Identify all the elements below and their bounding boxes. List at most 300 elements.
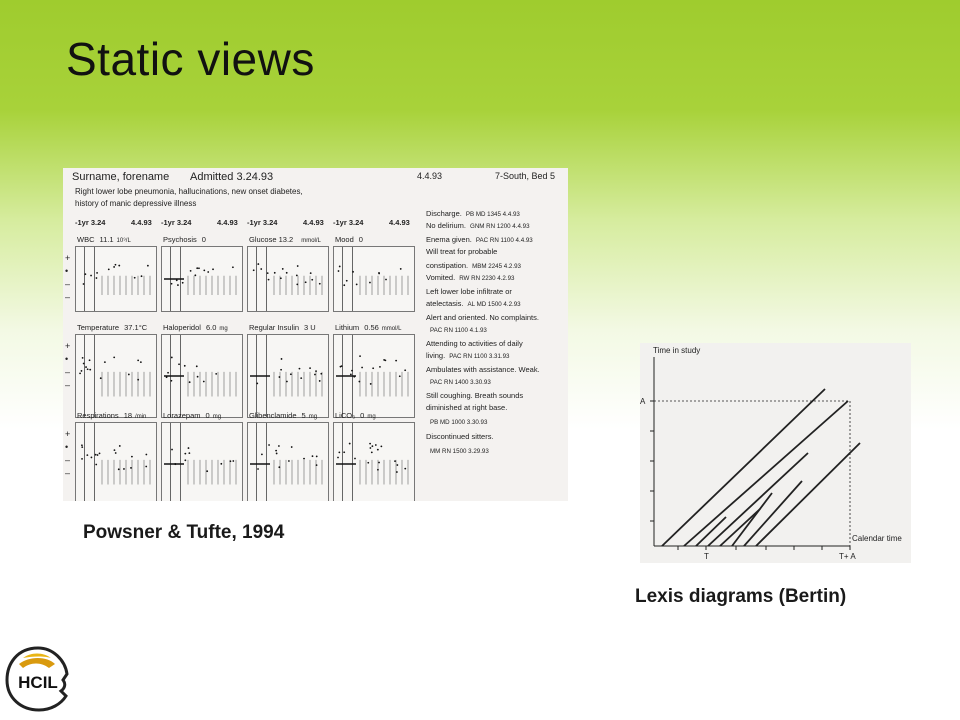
- caption-powsner: Powsner & Tufte, 1994: [83, 522, 285, 543]
- slide-title: Static views: [66, 33, 315, 85]
- trend-dot: [338, 451, 340, 453]
- trend-dot: [114, 449, 116, 451]
- panel-label-name: Psychosis: [163, 235, 197, 244]
- trend-dot: [275, 450, 277, 452]
- trend-dot: [359, 355, 361, 357]
- range-end-label: 4.4.93: [303, 218, 324, 227]
- trend-dot: [261, 453, 263, 455]
- trend-dot: [108, 268, 110, 270]
- trend-dot: [268, 444, 270, 446]
- note-text: constipation.: [426, 261, 469, 270]
- axis-marker: –: [65, 292, 71, 302]
- trend-dot: [315, 370, 317, 372]
- note-line: [426, 417, 487, 426]
- trend-dot: [310, 272, 312, 274]
- axis-marker: •: [65, 442, 69, 452]
- note-text: No delirium.: [426, 220, 467, 230]
- note-line: [426, 273, 514, 282]
- lexis-t-mark: T: [704, 552, 709, 561]
- panel-label-name: Haloperidol: [163, 323, 201, 332]
- trend-dot: [145, 454, 147, 456]
- trend-panel: [161, 246, 243, 312]
- trend-dot: [91, 457, 93, 459]
- trend-dot: [299, 368, 301, 370]
- trend-dot: [190, 270, 192, 272]
- note-signature: MBM 2245 4.2.93: [472, 263, 521, 270]
- note-line: [426, 235, 533, 244]
- panel-label-value: 5: [301, 411, 306, 420]
- note-signature: PB MD 1345 4.4.93: [465, 211, 520, 218]
- trend-panel: [333, 334, 415, 418]
- trend-dot: [280, 277, 282, 279]
- panel-label-value: 0.56: [364, 323, 379, 332]
- panel-label-value: 0: [201, 235, 206, 244]
- trend-dot: [196, 267, 198, 269]
- trend-dot: [377, 449, 379, 451]
- panel-label-unit: mg: [367, 414, 376, 420]
- trend-dot: [182, 282, 184, 284]
- trend-dot: [396, 464, 398, 466]
- trend-dot: [309, 367, 311, 369]
- trend-dot: [84, 273, 86, 275]
- note-line: [426, 247, 501, 256]
- trend-dot: [278, 445, 280, 447]
- lexis-y-label: Time in study: [653, 346, 701, 355]
- trend-dot: [215, 373, 217, 375]
- trend-dot: [274, 272, 276, 274]
- trend-dot: [87, 368, 89, 370]
- panel-label-value: 3 U: [304, 323, 316, 332]
- panel-label: [335, 411, 376, 420]
- diagnosis-line-2: history of manic depressive illness: [75, 199, 197, 208]
- value-axis-markers: [65, 252, 70, 304]
- lexis-diagram: [640, 343, 911, 563]
- note-signature: PB MD 1000 3.30.93: [430, 419, 488, 426]
- trend-dot: [296, 275, 298, 277]
- trend-dot: [89, 359, 91, 361]
- trend-dot: [256, 383, 258, 385]
- trend-dot: [113, 356, 115, 358]
- note-line: [426, 209, 520, 218]
- trend-dot: [316, 464, 318, 466]
- trend-dot: [171, 449, 173, 451]
- trend-dot: [276, 453, 278, 455]
- lexis-x-label: Calendar time: [852, 534, 902, 543]
- trend-dot: [369, 443, 371, 445]
- note-signature: GNM RN 1200 4.4.93: [470, 222, 530, 230]
- trend-dot: [290, 373, 292, 375]
- trend-dot: [118, 468, 120, 470]
- note-signature: PAC RN 1400 3.30.93: [430, 378, 491, 386]
- trend-dot: [320, 373, 322, 375]
- admitted-date: Admitted 3.24.93: [190, 171, 274, 183]
- panel-label: [335, 235, 366, 244]
- lexis-ta-mark: T+ A: [839, 552, 856, 561]
- panel-label-name: Glucose 13.2: [249, 235, 294, 244]
- trend-marks: [76, 423, 156, 501]
- trend-dot: [278, 466, 280, 468]
- range-start-label: -1yr 3.24: [247, 218, 278, 227]
- trend-dot: [375, 444, 377, 446]
- trend-dot: [189, 381, 191, 383]
- note-text: diminished at right base.: [426, 402, 508, 412]
- panel-label: [163, 235, 209, 244]
- lexis-a-mark: A: [640, 397, 646, 406]
- trend-dot: [194, 274, 196, 276]
- panel-label-value: 18: [123, 411, 133, 420]
- trend-dot: [188, 447, 190, 449]
- trend-dot: [400, 268, 402, 270]
- trend-dot: [260, 268, 262, 270]
- trend-dot: [303, 458, 305, 460]
- panel-label: [249, 411, 317, 420]
- panel-label-unit: mg: [212, 414, 222, 420]
- note-text: Will treat for probable: [426, 246, 498, 256]
- lexis-life-line: [720, 509, 760, 546]
- panel-label: [249, 235, 321, 244]
- trend-dot: [257, 263, 259, 265]
- value-axis-markers: [65, 428, 70, 480]
- note-line: [426, 403, 511, 412]
- trend-dot: [119, 445, 121, 447]
- trend-dot: [268, 279, 270, 281]
- trend-dot: [147, 265, 149, 267]
- trend-marks: [248, 423, 328, 501]
- trend-panel: [161, 334, 243, 418]
- trend-dot: [314, 374, 316, 376]
- trend-dot: [385, 279, 387, 281]
- note-text: Attending to activities of daily: [426, 339, 523, 348]
- trend-dot: [404, 468, 406, 470]
- note-line: [426, 261, 521, 270]
- note-signature: AL MD 1500 4.2.93: [467, 300, 521, 308]
- trend-dot: [115, 452, 117, 454]
- trend-dot: [319, 380, 321, 382]
- trend-dot: [177, 284, 179, 286]
- trend-dot: [395, 360, 397, 362]
- patient-name: Surname, forename: [72, 171, 170, 183]
- trend-dot: [286, 381, 288, 383]
- trend-dot: [380, 445, 382, 447]
- trend-dot: [370, 383, 372, 385]
- panel-label-value: 37.1°C: [124, 323, 148, 332]
- trend-dot: [372, 367, 374, 369]
- trend-dot: [140, 361, 142, 363]
- note-text: Ambulates with assistance. Weak.: [426, 365, 540, 374]
- trend-marks: [76, 247, 156, 311]
- hcil-logo: [3, 644, 73, 714]
- trend-dot: [96, 272, 98, 274]
- trend-dot: [145, 466, 147, 468]
- svg-text:HCIL: HCIL: [18, 673, 58, 692]
- trend-dot: [171, 380, 173, 382]
- trend-dot: [203, 381, 205, 383]
- trend-dot: [83, 283, 85, 285]
- panel-label: [163, 323, 228, 332]
- trend-dot: [399, 375, 401, 377]
- note-text: atelectasis.: [426, 298, 464, 308]
- trend-dot: [338, 270, 340, 272]
- trend-dot: [123, 468, 125, 470]
- trend-dot: [311, 279, 313, 281]
- panel-label-name: Lorazepam: [163, 411, 201, 420]
- range-end-label: 4.4.93: [217, 218, 238, 227]
- trend-dot: [371, 451, 373, 453]
- trend-dot: [377, 469, 379, 471]
- note-text: Vomited.: [426, 272, 456, 282]
- trend-dot: [83, 363, 85, 365]
- trend-panel: [75, 246, 157, 312]
- trend-dot: [197, 376, 199, 378]
- trend-dot: [278, 376, 280, 378]
- trend-dot: [104, 361, 106, 363]
- note-line: [426, 351, 510, 360]
- trend-panel: [247, 422, 329, 501]
- trend-panel: [75, 334, 157, 418]
- trend-panel: [247, 246, 329, 312]
- trend-dot: [89, 369, 91, 371]
- trend-dot: [95, 454, 97, 456]
- trend-dot: [267, 272, 269, 274]
- diagnosis-line-1: Right lower lobe pneumonia, hallucinations, new onset diabetes,: [75, 187, 303, 196]
- trend-dot: [184, 459, 186, 461]
- range-end-label: 4.4.93: [389, 218, 410, 227]
- trend-dot: [203, 270, 205, 272]
- panel-label-name: Regular Insulin: [249, 323, 300, 332]
- trend-marks: [334, 247, 414, 311]
- trend-dot: [352, 271, 354, 273]
- trend-dot: [230, 460, 232, 462]
- panel-label-name: Lithium: [335, 323, 360, 332]
- trend-dot: [369, 447, 371, 449]
- trend-dot: [312, 455, 314, 457]
- panel-label-name: Mood: [335, 235, 354, 244]
- note-text: Left lower lobe infiltrate or: [426, 287, 512, 296]
- trend-dot: [286, 272, 288, 274]
- axis-marker: –: [65, 455, 71, 465]
- note-line: [426, 432, 498, 441]
- trend-dot: [212, 268, 214, 270]
- trend-dot: [379, 366, 381, 368]
- trend-dot: [319, 283, 321, 285]
- lexis-life-line: [708, 453, 808, 546]
- trend-dot: [305, 281, 307, 283]
- trend-dot: [128, 374, 130, 376]
- note-text: Enema given.: [426, 235, 472, 244]
- trend-dot: [316, 456, 318, 458]
- trend-dot: [337, 457, 339, 459]
- trend-panel: [161, 422, 243, 501]
- range-start-label: -1yr 3.24: [75, 218, 106, 227]
- panel-label-unit: 10⁹/L: [116, 238, 131, 244]
- trend-dot: [184, 453, 186, 455]
- trend-marks: [334, 423, 414, 501]
- powsner-tufte-figure: [63, 168, 568, 501]
- trend-panel: [75, 422, 157, 501]
- trend-dot: [340, 366, 342, 368]
- ward-bed: 7-South, Bed 5: [495, 171, 556, 181]
- trend-dot: [171, 283, 173, 285]
- trend-dot: [137, 379, 139, 381]
- trend-dot: [349, 443, 351, 445]
- trend-marks: [162, 335, 242, 417]
- axis-marker: –: [65, 468, 71, 478]
- note-line: [426, 325, 487, 334]
- note-signature: PAC RN 1100 4.1.93: [430, 326, 487, 334]
- axis-marker: •: [65, 354, 69, 364]
- trend-marks: [248, 247, 328, 311]
- panel-label-value: 0: [205, 411, 210, 420]
- trend-dot: [96, 277, 98, 279]
- panel-label-unit: mmol/L: [301, 238, 321, 244]
- note-line: [426, 299, 521, 308]
- panel-label: [249, 323, 319, 332]
- trend-dot: [232, 266, 234, 268]
- trend-dot: [253, 269, 255, 271]
- trend-dot: [291, 446, 293, 448]
- record-date: 4.4.93: [417, 171, 443, 181]
- trend-dot: [339, 266, 341, 268]
- trend-dot: [356, 284, 358, 286]
- range-start-label: -1yr 3.24: [161, 218, 192, 227]
- trend-dot: [137, 359, 139, 361]
- trend-dot: [378, 273, 380, 275]
- trend-dot: [354, 458, 356, 460]
- panel-label-unit: mmol/L: [381, 326, 402, 332]
- trend-dot: [404, 369, 406, 371]
- panel-label-name: Respirations: [77, 411, 119, 420]
- note-text: living.: [426, 350, 446, 360]
- trend-dot: [95, 464, 97, 466]
- trend-dot: [81, 370, 83, 372]
- trend-marks: [162, 247, 242, 311]
- trend-dot: [297, 265, 299, 267]
- axis-marker: +: [65, 429, 71, 439]
- caption-lexis: Lexis diagrams (Bertin): [635, 586, 847, 607]
- note-text: Still coughing. Breath sounds: [426, 391, 524, 400]
- value-axis-markers: [65, 340, 70, 392]
- panel-label-unit: mg: [219, 326, 228, 332]
- trend-dot: [361, 367, 363, 369]
- note-line: [426, 446, 489, 455]
- note-line: [426, 365, 544, 374]
- panel-label-name: Glibenclamide: [249, 411, 297, 420]
- trend-dot: [130, 467, 132, 469]
- trend-dot: [288, 460, 290, 462]
- trend-dot: [206, 470, 208, 472]
- lexis-life-line: [684, 401, 848, 546]
- trend-dot: [113, 266, 115, 268]
- trend-dot: [90, 275, 92, 277]
- trend-panel: [247, 334, 329, 418]
- range-start-label: -1yr 3.24: [333, 218, 364, 227]
- trend-dot: [257, 468, 259, 470]
- range-end-label: 4.4.93: [131, 218, 152, 227]
- note-text: Discharge.: [426, 209, 462, 218]
- trend-dot: [79, 373, 81, 375]
- trend-dot: [280, 369, 282, 371]
- trend-marks: [76, 335, 156, 417]
- trend-dot: [81, 444, 83, 446]
- trend-dot: [358, 381, 360, 383]
- panel-label-value: 6.0: [205, 323, 217, 332]
- note-text: Discontinued sitters.: [426, 431, 494, 441]
- note-line: [426, 339, 527, 348]
- trend-dot: [367, 462, 369, 464]
- axis-marker: +: [65, 253, 71, 263]
- trend-dot: [131, 456, 133, 458]
- trend-dot: [343, 451, 345, 453]
- panel-label-unit: mg: [308, 414, 318, 420]
- axis-marker: –: [65, 367, 71, 377]
- panel-label-name: Temperature: [77, 323, 120, 332]
- trend-dot: [115, 264, 117, 266]
- trend-marks: [162, 423, 242, 501]
- lexis-life-line: [662, 389, 825, 546]
- trend-dot: [81, 458, 83, 460]
- trend-dot: [97, 454, 99, 456]
- trend-dot: [81, 446, 83, 448]
- lexis-life-line: [744, 481, 802, 546]
- trend-dot: [350, 373, 352, 375]
- trend-dot: [167, 372, 169, 374]
- trend-marks: [248, 335, 328, 417]
- trend-dot: [184, 365, 186, 367]
- note-signature: MM RN 1500 3.29.93: [430, 448, 489, 455]
- trend-dot: [378, 462, 380, 464]
- trend-marks: [334, 335, 414, 417]
- panel-label-value: 0: [358, 235, 363, 244]
- trend-dot: [220, 463, 222, 465]
- trend-dot: [394, 460, 396, 462]
- trend-dot: [196, 365, 198, 367]
- note-signature: PAC RN 1100 3.31.93: [449, 352, 510, 360]
- trend-dot: [188, 452, 190, 454]
- panel-label-name: LiCO₃: [335, 411, 356, 420]
- note-signature: RW RN 2230 4.2.93: [459, 274, 515, 282]
- trend-dot: [300, 377, 302, 379]
- trend-dot: [282, 268, 284, 270]
- trend-dot: [346, 280, 348, 282]
- panel-label-unit: /min: [135, 414, 147, 420]
- note-line: [426, 377, 491, 386]
- trend-dot: [232, 460, 234, 462]
- trend-dot: [396, 471, 398, 473]
- panel-label: [77, 323, 150, 332]
- trend-dot: [207, 271, 209, 273]
- axis-marker: +: [65, 341, 71, 351]
- panel-label: [335, 323, 401, 332]
- note-line: [426, 391, 527, 400]
- panel-label-value: 0: [360, 411, 365, 420]
- trend-dot: [86, 454, 88, 456]
- trend-dot: [351, 370, 353, 372]
- note-line: [426, 221, 530, 230]
- trend-dot: [178, 363, 180, 365]
- trend-dot: [371, 445, 373, 447]
- trend-dot: [384, 359, 386, 361]
- trend-dot: [100, 377, 102, 379]
- panel-label-value: 11.1: [99, 235, 114, 244]
- trend-dot: [118, 265, 120, 267]
- panel-label: [77, 235, 131, 244]
- axis-marker: –: [65, 380, 71, 390]
- trend-dot: [82, 357, 84, 359]
- panel-label: [77, 411, 146, 420]
- trend-dot: [369, 282, 371, 284]
- note-line: [426, 287, 516, 296]
- trend-dot: [141, 275, 143, 277]
